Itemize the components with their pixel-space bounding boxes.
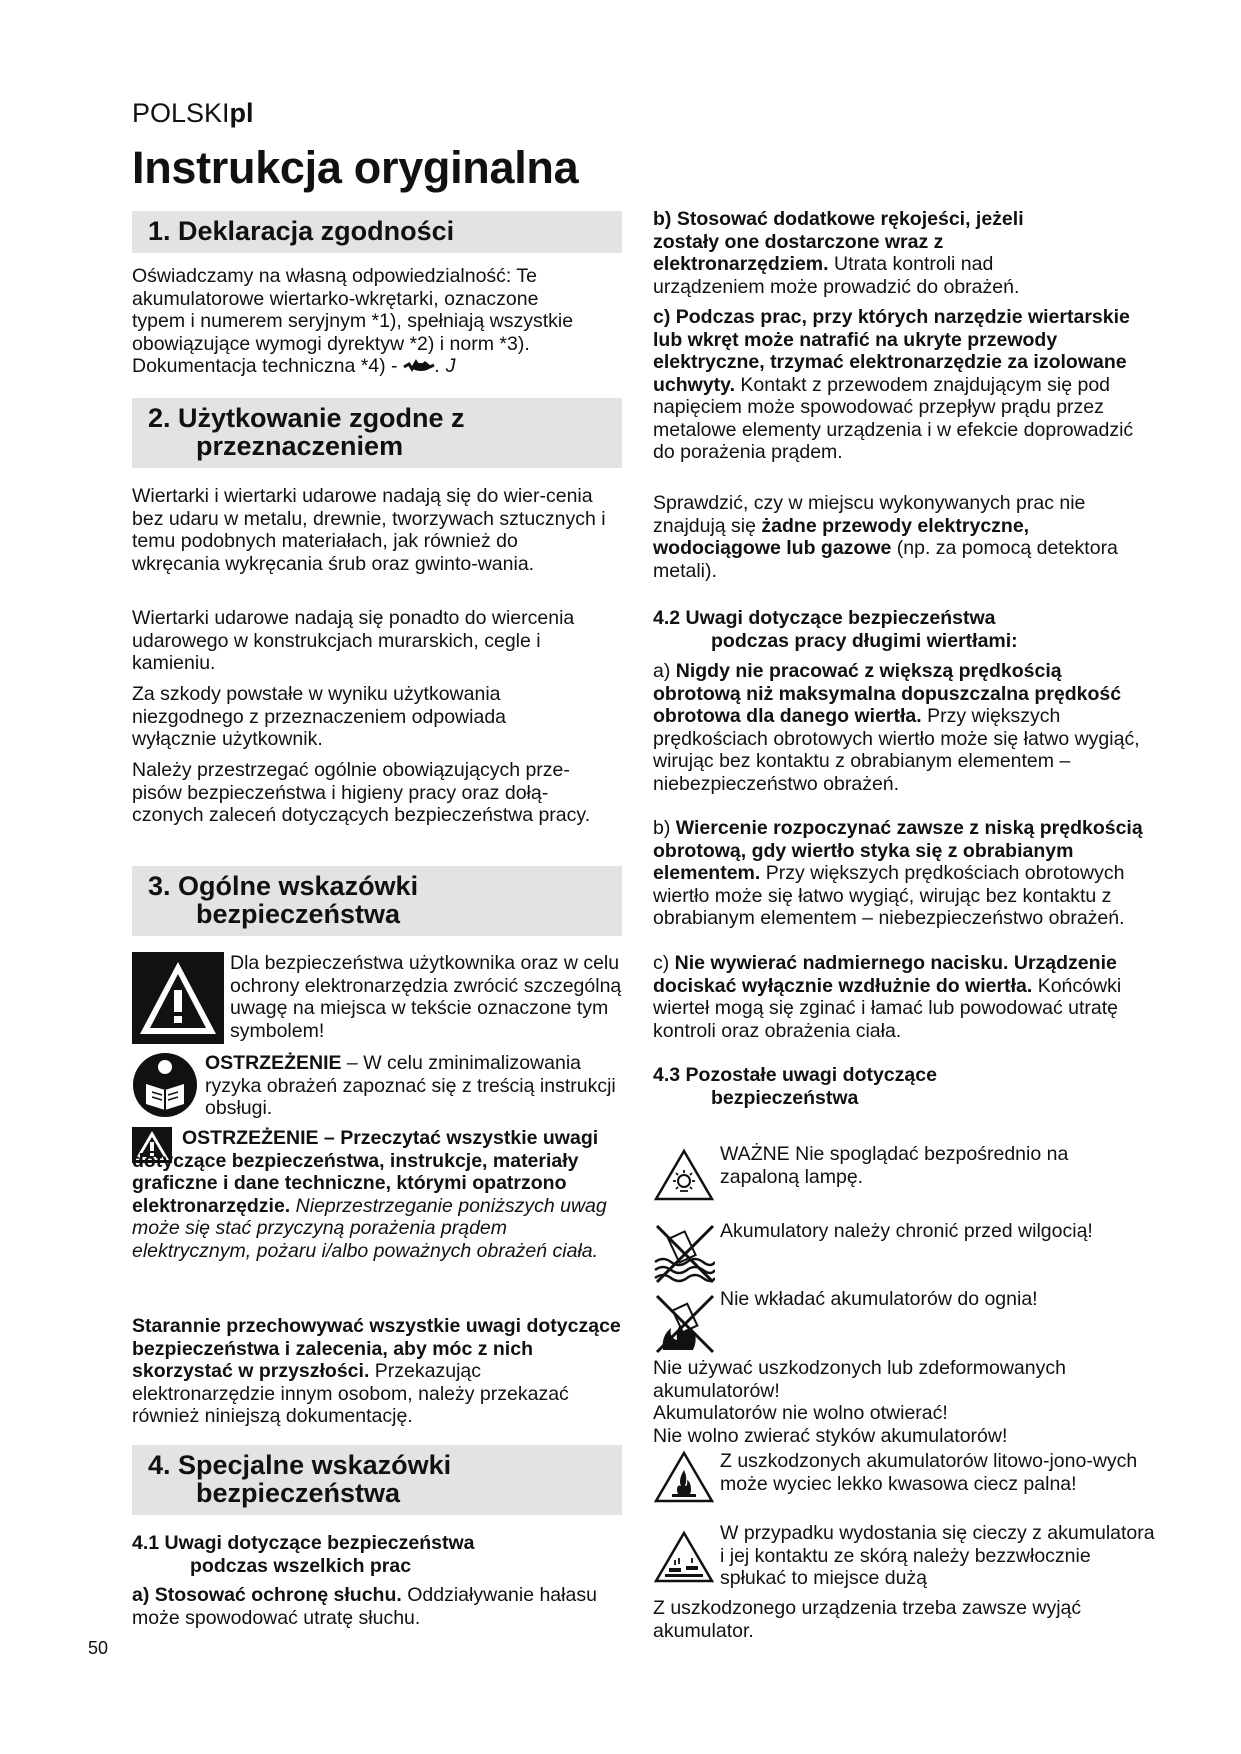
hearing-protection-bold: a) Stosować ochronę słuchu. (132, 1584, 402, 1606)
declaration-line-5: Dokumentacja techniczna *4) - (132, 355, 403, 377)
hidden-wires-bold: c) Podczas prac, przy których narzędzie wiertarskie lub wkręt może natrafić na ukryte przewody elektryczne, trzymać elektronarzędzie za izolowane uchwyty. (653, 306, 1130, 396)
section-3-title-line-1: 3. Ogólne wskazówki (148, 871, 419, 901)
subsection-4-2-heading (653, 607, 1153, 652)
declaration-line-4: obowiązujące wymogi dyrektyw *2) i norm *3). (132, 332, 530, 355)
section-4-heading (132, 1445, 622, 1515)
subsection-4-2-line-2: podczas pracy długimi wiertłami: (711, 629, 1018, 652)
acid-leak-text: Z uszkodzonych akumulatorów litowo-jono-wych może wyciec lekko kwasowa ciecz palna! (720, 1450, 1138, 1495)
subsection-4-1-heading (132, 1532, 622, 1577)
no-fire-icon (653, 1292, 715, 1354)
long-bit-a-prefix: a) (653, 660, 676, 682)
intended-use-paragraph-2: Wiertarki udarowe nadają się ponadto do wiercenia udarowego w konstrukcjach murarskich, cegle i kamieniu. (132, 607, 575, 674)
flammable-warning-icon (653, 1450, 715, 1504)
section-1-title: 1. Deklaracja zgodności (148, 216, 455, 246)
subsection-4-2-line-1: 4.2 Uwagi dotyczące bezpieczeństwa (653, 607, 996, 629)
section-1-heading (132, 211, 622, 253)
declaration-line-1: Oświadczamy na własną odpowiedzialność: Te (132, 265, 538, 287)
moisture-text: Akumulatory należy chronić przed wilgocią! (720, 1220, 1093, 1242)
intended-use-paragraph-4: Należy przestrzegać ogólnie obowiązujących prze-pisów bezpieczeństwa i higieny pracy oraz dołą-czonych zaleceń dotyczących bezpieczeństwa pracy. (132, 759, 591, 826)
keep-instructions-text: Przekazując elektronarzędzie innym osobom, należy przekazać również niniejszą dokumentację. (132, 1360, 569, 1427)
declaration-text (132, 265, 622, 378)
battery-line-1: Nie używać uszkodzonych lub zdeformowanych akumulatorów! (653, 1357, 1066, 1402)
read-all-warning-bold: OSTRZEŻENIE – Przeczytać wszystkie uwagi dotyczące bezpieczeństwa, instrukcje, materiały graficzne i dane techniczne, którymi opatrzono elektronarzędzie. (132, 1127, 599, 1217)
low-speed-start-note (653, 817, 1153, 930)
keep-instructions-bold: Starannie przechowywać wszystkie uwagi dotyczące bezpieczeństwa i zalecenia, aby móc z nich skorzystać w przyszłości. (132, 1315, 621, 1382)
long-bit-c-prefix: c) (653, 952, 675, 974)
lamp-warning-icon (653, 1148, 715, 1202)
section-2-title-line-2: przeznaczeniem (196, 431, 404, 461)
section-4-title-line-2: bezpieczeństwa (196, 1478, 401, 1508)
subsection-4-3-line-2: bezpieczeństwa (711, 1086, 859, 1109)
skin-contact-text: W przypadku wydostania się cieczy z akumulatora i jej kontaktu ze skórą należy bezzwłocznie spłukać to miejsce dużą (720, 1522, 1155, 1589)
check-cables-text-1: Sprawdzić, czy w miejscu wykonywanych prac nie znajdują się (653, 492, 1086, 537)
signature-mark (403, 358, 435, 374)
section-4-title-line-1: 4. Specjalne wskazówki (148, 1450, 452, 1480)
hearing-protection (132, 1584, 622, 1629)
battery-line-2: Akumulatorów nie wolno otwierać! (653, 1402, 948, 1424)
manual-warning-text: – W celu zminimalizowania ryzyka obrażeń zapoznać się z treścią instrukcji obsługi. (205, 1052, 616, 1119)
read-manual-icon (132, 1052, 198, 1118)
long-bit-a-bold: Nigdy nie pracować z większą prędkością obrotową niż maksymalna dopuszczalna prędkość obrotowa dla danego wiertła. (653, 660, 1122, 727)
subsection-4-1-line-2: podczas wszelkich prac (190, 1554, 412, 1577)
long-bit-a-text: Przy większych prędkościach obrotowych wiertło może się łatwo wygiąć, wirując bez kontaktu z obrabianym elementem – niebezpieczeństwo obrażeń. (653, 705, 1140, 795)
check-cables-bold: żadne przewody elektryczne, wodociągowe lub gazowe (653, 514, 1030, 559)
read-all-warning (132, 1127, 622, 1262)
battery-line-3: Nie wolno zwierać styków akumulatorów! (653, 1424, 1008, 1447)
long-bit-c-text: Końcówki wierteł mogą się zginać i łamać lub powodować utratę kontroli oraz obrażenia ciała. (653, 974, 1122, 1042)
check-cables-note (653, 492, 1133, 582)
section-3-heading (132, 866, 622, 936)
keep-instructions (132, 1315, 627, 1428)
page-number: 50 (88, 1638, 109, 1658)
hearing-protection-text: Oddziaływanie hałasu może spowodować utratę słuchu. (132, 1584, 597, 1629)
declaration-signature-tail: . J (434, 355, 456, 377)
declaration-line-3: typem i numerem seryjnym *1), spełniają wszystkie (132, 310, 574, 332)
manual-warning (205, 1052, 635, 1120)
hidden-wires-note (653, 306, 1153, 464)
hidden-wires-text: Kontakt z przewodem znajdującym się pod napięciem może spowodować przepływ prądu przez metalowe elementy urządzenia i w efekcie doprowadzić do porażenia prądem. (653, 373, 1134, 463)
fire-text: Nie wkładać akumulatorów do ognia! (720, 1288, 1038, 1310)
aux-handle-bold: b) Stosować dodatkowe rękojeści, jeżeli zostały one dostarczone wraz z elektronarzędziem. (653, 208, 1024, 275)
subsection-4-3-line-1: 4.3 Pozostałe uwagi dotyczące (653, 1064, 937, 1086)
section-2-heading (132, 398, 622, 468)
language-code: pl (229, 98, 254, 128)
battery-handling-text (653, 1357, 1153, 1447)
remove-battery-text: Z uszkodzonego urządzenia trzeba zawsze wyjąć akumulator. (653, 1597, 1082, 1642)
check-cables-text-2: (np. za pomocą detektora metali). (653, 537, 1118, 582)
aux-handle-text: Utrata kontroli nad urządzeniem może prowadzić do obrażeń. (653, 253, 1020, 298)
subsection-4-1-line-1: 4.1 Uwagi dotyczące bezpieczeństwa (132, 1532, 475, 1554)
lamp-warning-text: WAŻNE Nie spoglądać bezpośrednio na zapaloną lampę. (720, 1143, 1069, 1188)
language-label (132, 98, 254, 129)
no-excess-pressure-note (653, 952, 1163, 1042)
long-bit-b-bold: Wiercenie rozpoczynać zawsze z niską prędkością obrotową, gdy wiertło styka się z obrabianym elementem. (653, 817, 1143, 884)
intended-use-paragraph-1: Wiertarki i wiertarki udarowe nadają się do wier-cenia bez udaru w metalu, drewnie, tworzywach sztucznych i temu podobnych materiałach, jak również do wkręcania wykręcania śrub oraz gwinto-wania. (132, 485, 606, 575)
long-bit-speed-note (653, 660, 1153, 795)
subsection-4-3-heading (653, 1064, 1153, 1109)
long-bit-c-bold: Nie wywierać nadmiernego nacisku. Urządzenie dociskać wyłącznie wzdłużnie do wiertła. (653, 952, 1117, 997)
symbol-note: Dla bezpieczeństwa użytkownika oraz w celu ochrony elektronarzędzia zwrócić szczególną uwagę na miejsca w tekście oznaczone tym symbolem! (230, 952, 622, 1042)
manual-warning-label: OSTRZEŻENIE (205, 1052, 342, 1074)
read-all-warning-italic: Nieprzestrzeganie poniższych uwag może się stać przyczyną porażenia prądem elektrycznym, pożaru i/albo poważnych obrażeń ciała. (132, 1194, 607, 1262)
language-name: POLSKI (132, 98, 230, 128)
no-moisture-icon (653, 1222, 715, 1284)
corrosive-warning-icon (653, 1530, 715, 1584)
declaration-line-2: akumulatorowe wiertarko-wkrętarki, oznaczone (132, 287, 539, 310)
intended-use-paragraph-3: Za szkody powstałe w wyniku użytkowania niezgodnego z przeznaczeniem odpowiada wyłącznie użytkownik. (132, 683, 507, 750)
long-bit-b-text: Przy większych prędkościach obrotowych wiertło może się łatwo wygiąć, wirując bez kontaktu z obrabianym elementem – niebezpieczeństwo obrażeń. (653, 862, 1125, 929)
warning-triangle-icon (132, 952, 224, 1044)
page-title: Instrukcja oryginalna (132, 142, 579, 193)
long-bit-b-prefix: b) (653, 817, 676, 839)
aux-handle-note (653, 208, 1093, 298)
section-3-title-line-2: bezpieczeństwa (196, 899, 401, 929)
section-2-title-line-1: 2. Użytkowanie zgodne z (148, 403, 465, 433)
